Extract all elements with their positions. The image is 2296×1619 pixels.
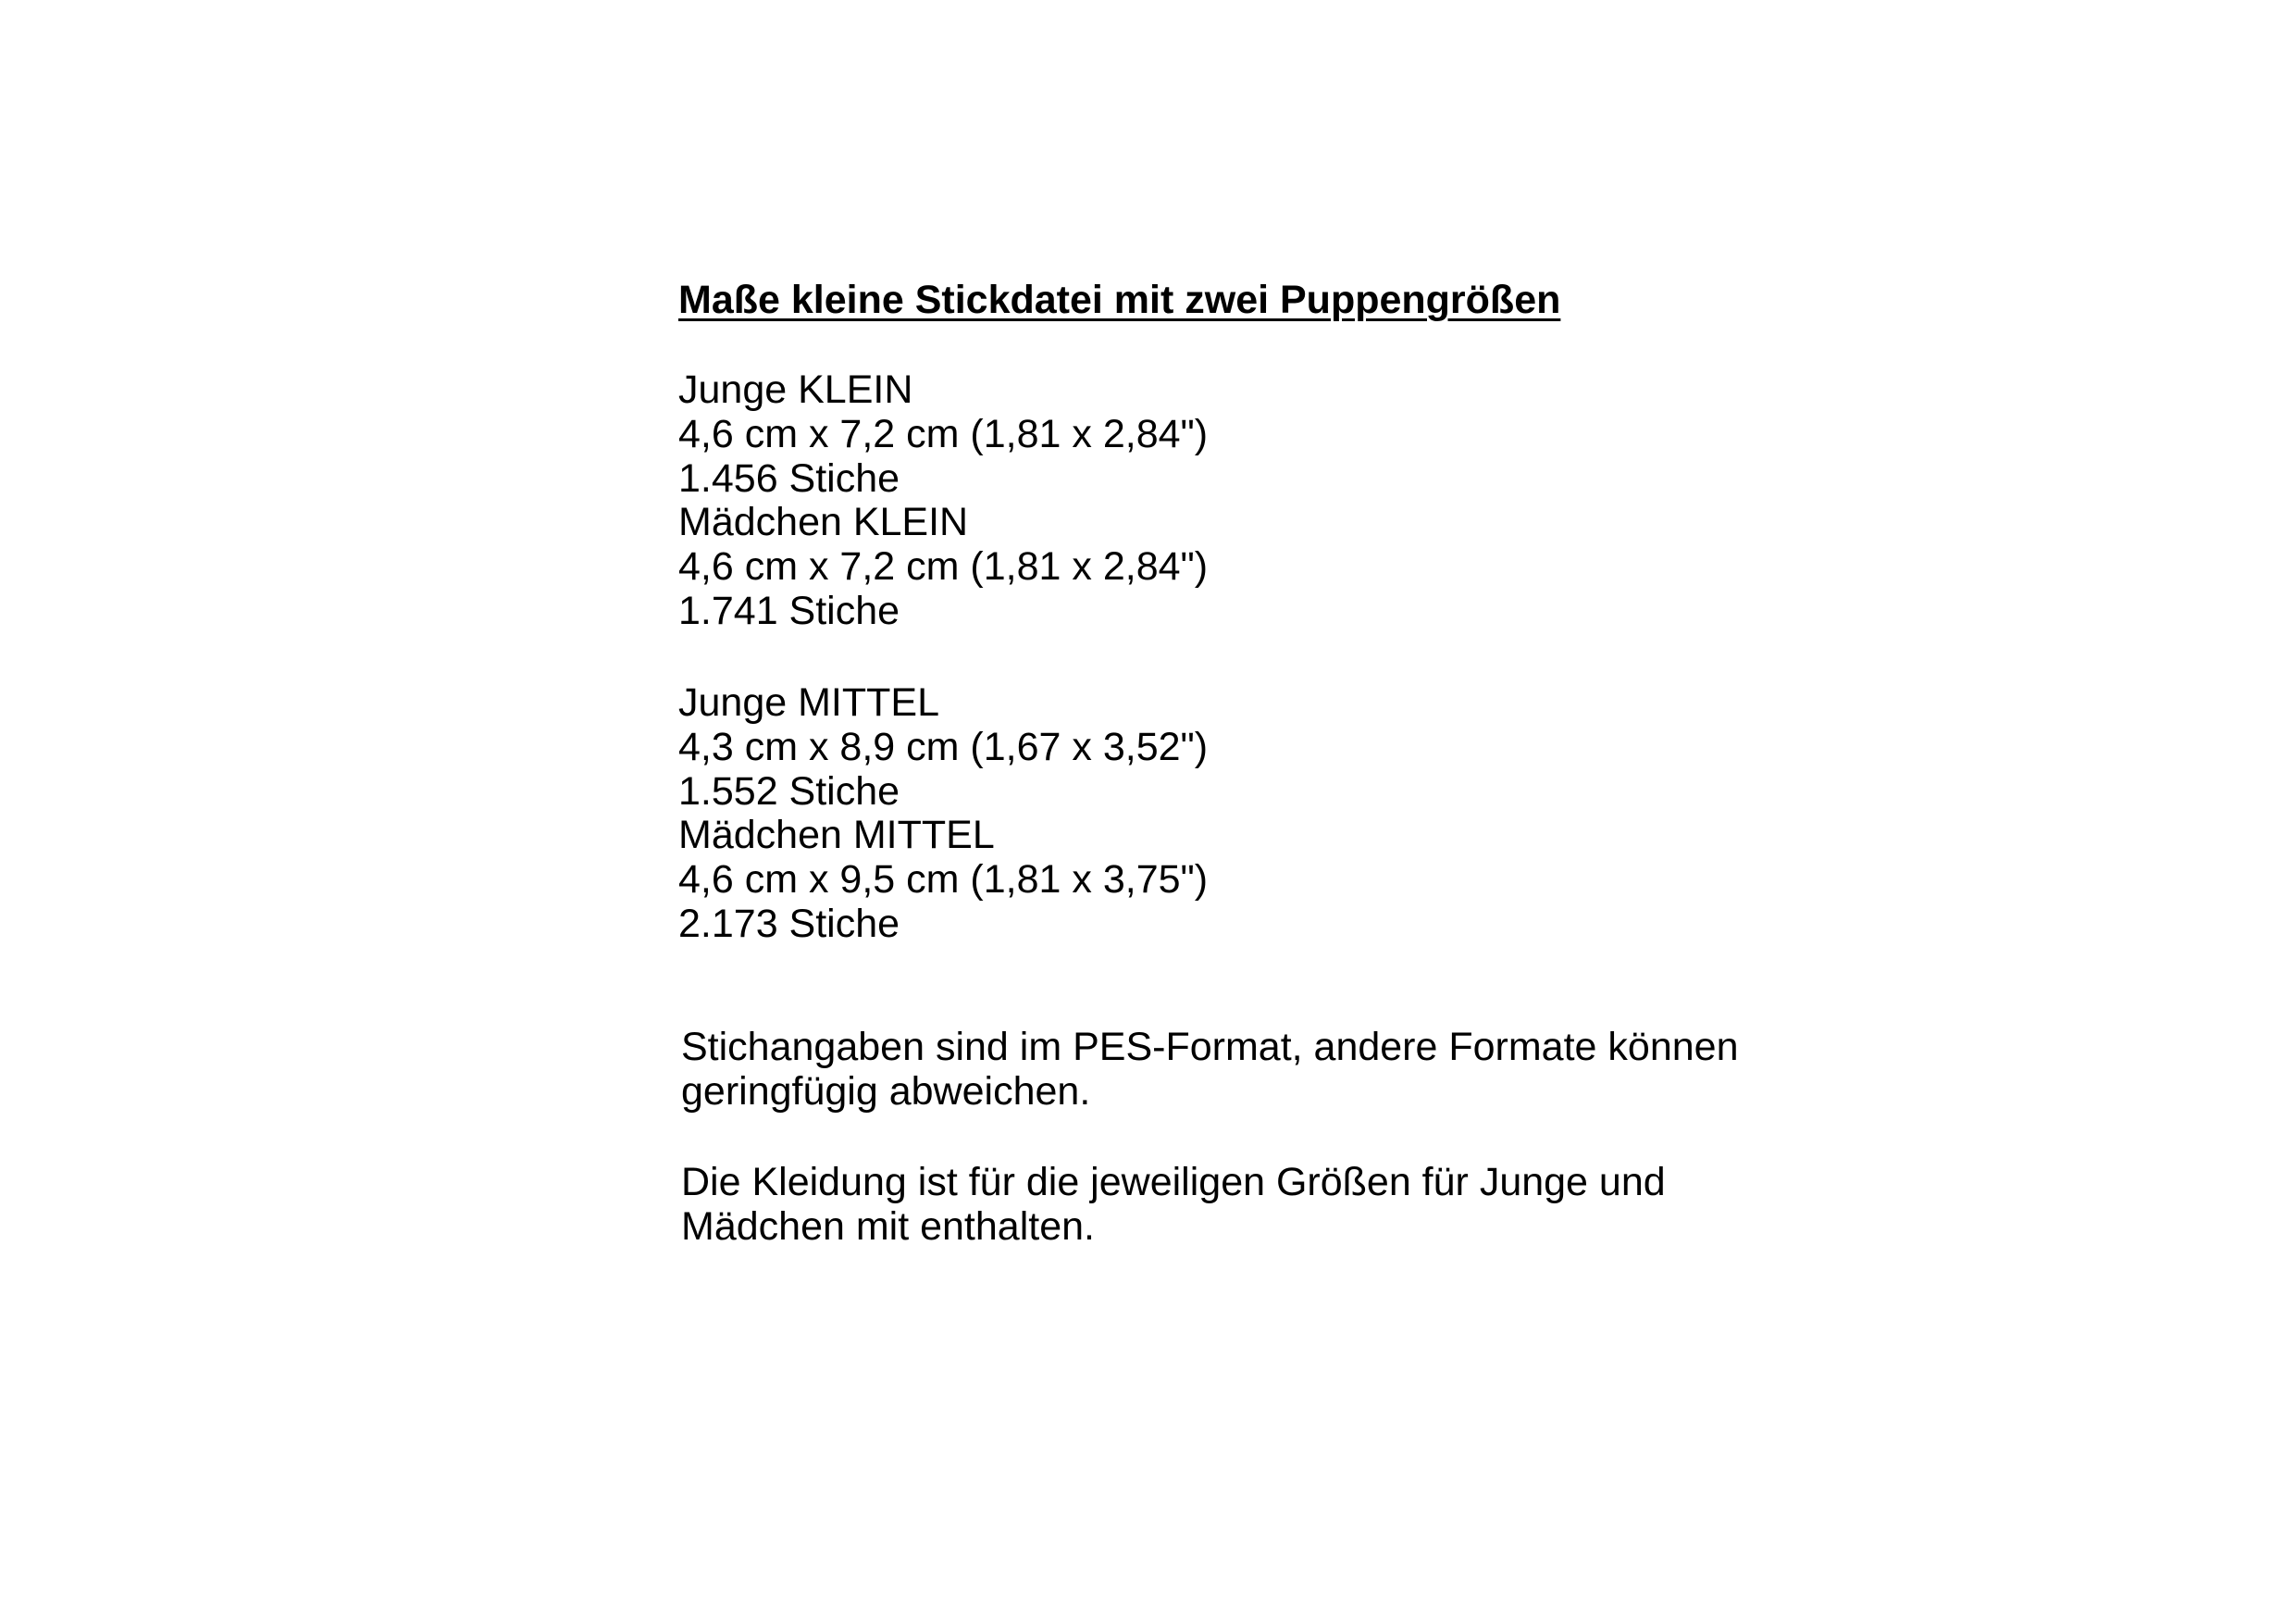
design-size-junge-klein: 4,6 cm x 7,2 cm (1,81 x 2,84"): [678, 411, 1209, 456]
design-stitches-maedchen-klein: 1.741 Stiche: [678, 588, 900, 633]
clothing-note-line-1: Die Kleidung ist für die jeweiligen Größen für Junge und: [681, 1160, 1666, 1204]
design-name-junge-klein: Junge KLEIN: [678, 367, 913, 412]
design-stitches-maedchen-mittel: 2.173 Stiche: [678, 901, 900, 946]
document-heading: Maße kleine Stickdatei mit zwei Puppengrößen: [678, 278, 1561, 322]
design-size-maedchen-mittel: 4,6 cm x 9,5 cm (1,81 x 3,75"): [678, 857, 1209, 903]
design-size-junge-mittel: 4,3 cm x 8,9 cm (1,67 x 3,52"): [678, 724, 1209, 769]
clothing-note: [681, 1160, 1666, 1249]
design-name-junge-mittel: Junge MITTEL: [678, 680, 939, 725]
design-size-maedchen-klein: 4,6 cm x 7,2 cm (1,81 x 2,84"): [678, 544, 1209, 590]
size-group-klein: [678, 368, 1208, 634]
format-note-line-2: geringfügig abweichen.: [681, 1069, 1091, 1114]
format-note-line-1: Stichangaben sind im PES-Format, andere Formate können: [681, 1025, 1739, 1069]
clothing-note-line-2: Mädchen mit enthalten.: [681, 1204, 1095, 1249]
design-stitches-junge-mittel: 1.552 Stiche: [678, 768, 900, 814]
design-stitches-junge-klein: 1.456 Stiche: [678, 455, 900, 501]
size-group-mittel: [678, 681, 1208, 947]
design-name-maedchen-mittel: Mädchen MITTEL: [678, 813, 995, 858]
design-name-maedchen-klein: Mädchen KLEIN: [678, 500, 969, 545]
format-note: [681, 1025, 1738, 1114]
